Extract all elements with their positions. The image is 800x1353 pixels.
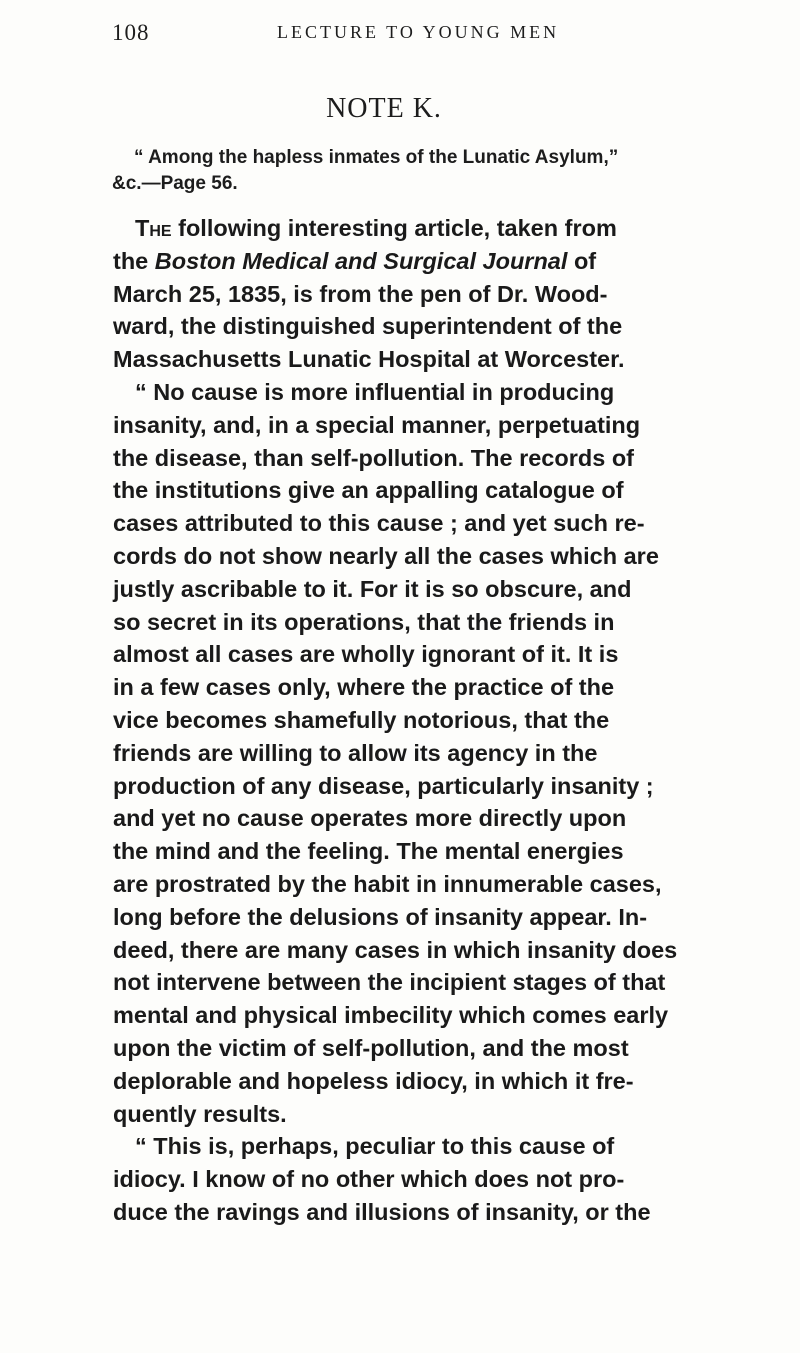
note-title-text: NOTE K. (326, 93, 442, 124)
text-line: almost all cases are wholly ignorant of it. It is (113, 641, 619, 668)
paragraph-intro (113, 212, 723, 376)
paragraph-quote (113, 376, 723, 1130)
text-line: justly ascribable to it. For it is so obscure, and (113, 575, 632, 602)
text-line (113, 245, 723, 278)
text-line: idiocy. I know of no other which does not pro- (113, 1166, 625, 1193)
text-line: deed, there are many cases in which insanity does (113, 936, 678, 963)
text-line: quently results. (113, 1100, 287, 1127)
page-number: 108 (112, 20, 150, 45)
text-line: friends are willing to allow its agency in the (113, 739, 598, 766)
text-line: the institutions give an appalling catalogue of (113, 477, 624, 504)
text-line: duce the ravings and illusions of insanity, or the (113, 1198, 651, 1225)
paragraph-quote-continued (113, 1130, 723, 1228)
text-line: Massachusetts Lunatic Hospital at Worcester. (113, 346, 625, 373)
running-title: LECTURE TO YOUNG MEN (277, 22, 560, 42)
text-line: the mind and the feeling. The mental energies (113, 838, 624, 865)
text-line: so secret in its operations, that the friends in (113, 608, 615, 635)
text-line: cases attributed to this cause ; and yet such re- (113, 510, 645, 537)
text-line: mental and physical imbecility which comes early (113, 1002, 669, 1029)
text-line: vice becomes shamefully notorious, that the (113, 706, 610, 733)
note-title (0, 93, 800, 125)
epigraph (112, 145, 712, 197)
text-line: ward, the distinguished superintendent of the (113, 313, 623, 340)
text-span: of (567, 247, 597, 274)
running-head (112, 20, 672, 52)
text-line: not intervene between the incipient stages of that (113, 969, 666, 996)
text-line: insanity, and, in a special manner, perpetuating (113, 411, 641, 438)
body-text (113, 212, 723, 1229)
text-line: “ This is, perhaps, peculiar to this cause of (135, 1133, 615, 1160)
text-span: following interesting article, taken from (171, 215, 617, 241)
text-line (113, 212, 723, 245)
text-span: the (113, 247, 155, 274)
journal-title: Boston Medical and Surgical Journal (154, 247, 568, 274)
text-line: in a few cases only, where the practice of the (113, 674, 615, 701)
text-line: production of any disease, particularly insanity ; (113, 772, 654, 799)
text-line: are prostrated by the habit in innumerable cases, (113, 870, 662, 897)
text-line: March 25, 1835, is from the pen of Dr. Wood- (113, 280, 608, 307)
text-line: long before the delusions of insanity appear. In- (113, 903, 648, 930)
text-line: deplorable and hopeless idiocy, in which it fre- (113, 1067, 634, 1094)
epigraph-line: “ Among the hapless inmates of the Lunatic Asylum,” (134, 147, 619, 168)
text-line: and yet no cause operates more directly upon (113, 805, 627, 832)
text-line: “ No cause is more influential in producing (135, 378, 615, 405)
text-line: upon the victim of self-pollution, and the most (113, 1034, 629, 1061)
drop-word: The (135, 215, 172, 241)
epigraph-line: &c.—Page 56. (112, 173, 238, 194)
text-line: cords do not show nearly all the cases which are (113, 542, 659, 569)
text-line: the disease, than self-pollution. The records of (113, 444, 634, 471)
